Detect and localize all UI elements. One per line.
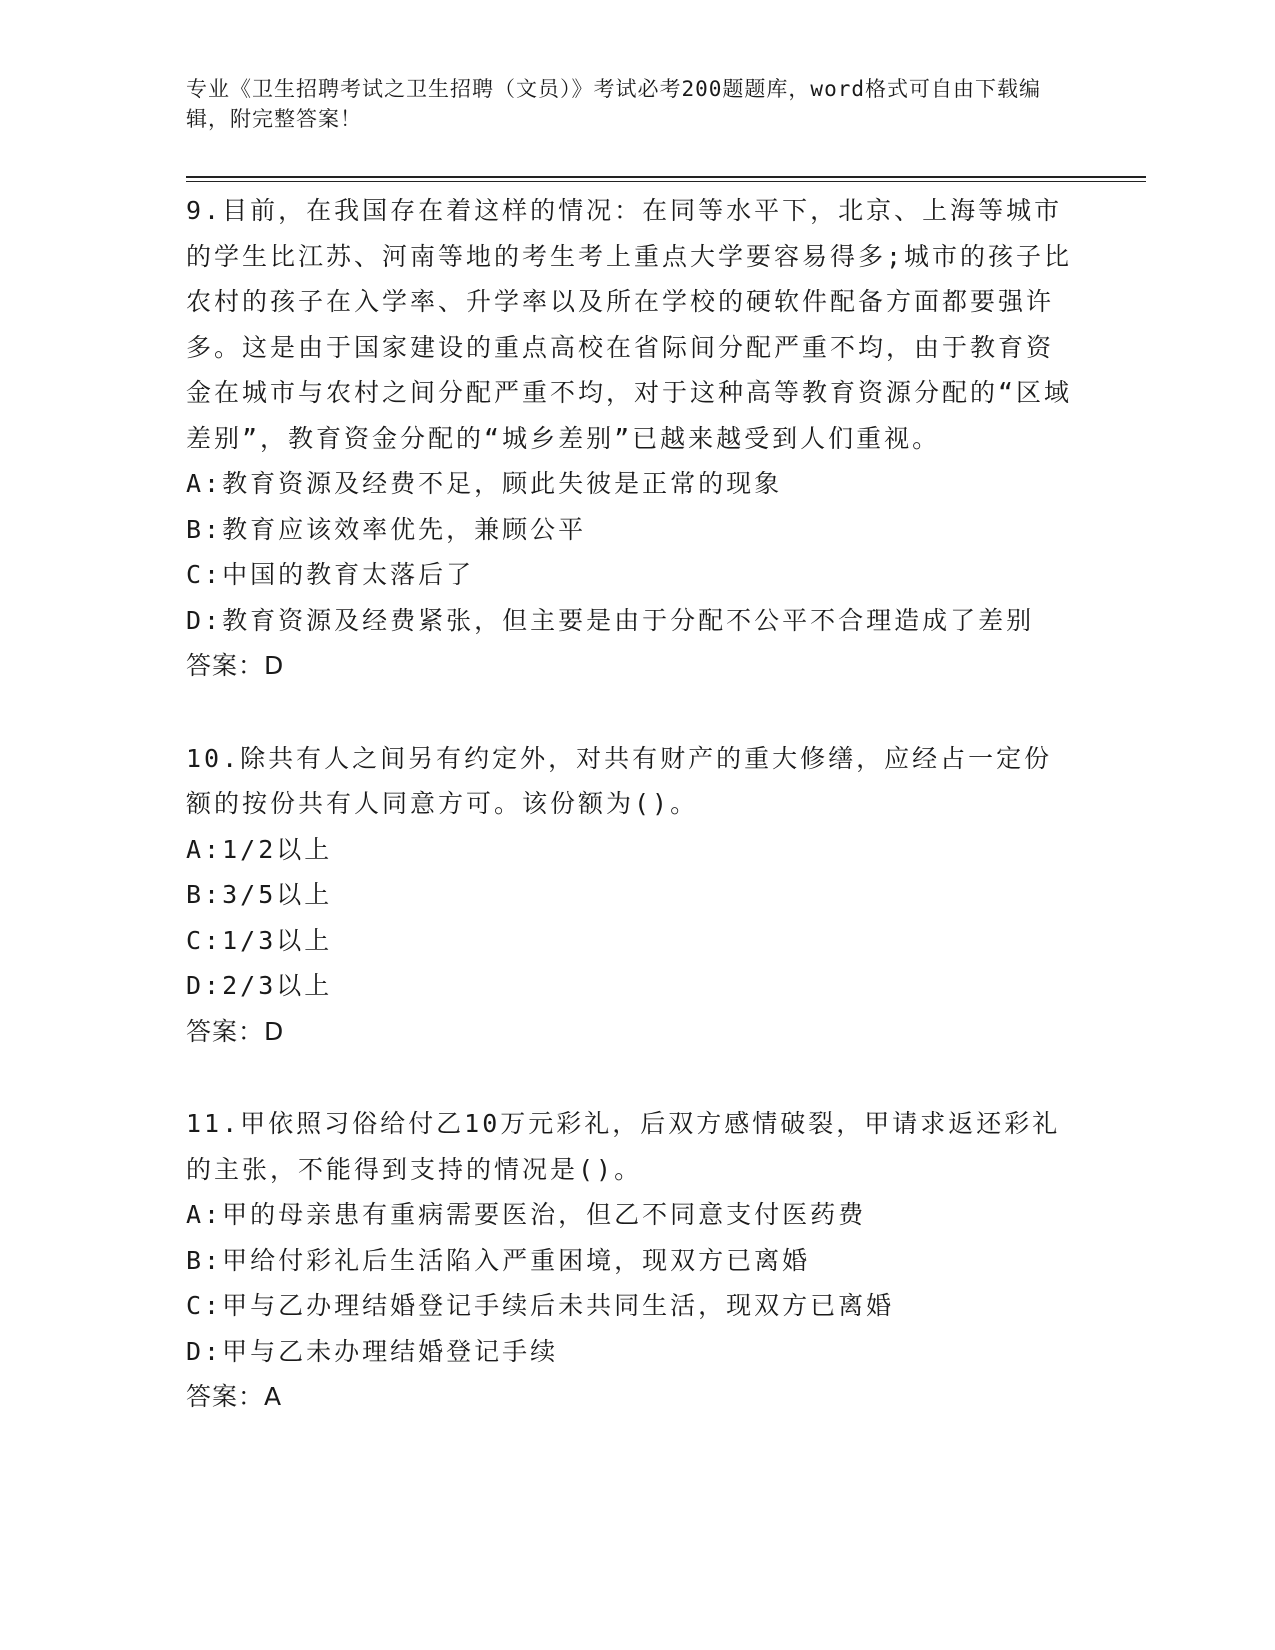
option-a: A:1/2以上 [186,834,333,864]
answer-label: 答案：D [186,651,285,680]
option-b: B:甲给付彩礼后生活陷入严重困境，现双方已离婚 [186,1245,811,1275]
option-c: C:1/3以上 [186,925,333,955]
question-11 [186,1099,1076,1420]
question-stem: 9.目前，在我国存在着这样的情况：在同等水平下，北京、上海等城市的学生比江苏、河南等地的考生考上重点大学要容易得多;城市的孩子比农村的孩子在入学率、升学率以及所在学校的硬软件配备方面都要强许多。这是由于国家建设的重点高校在省际间分配严重不均，由于教育资金在城市与农村之间分配严重不均，对于这种高等教育资源分配的“区域差别”，教育资金分配的“城乡差别”已越来越受到人们重视。 [186,196,1073,453]
option-d: D:甲与乙未办理结婚登记手续 [186,1336,559,1366]
question-9 [186,186,1076,689]
option-b: B:3/5以上 [186,880,333,909]
answer-label: 答案：A [186,1382,283,1411]
option-d: D:教育资源及经费紧张，但主要是由于分配不公平不合理造成了差别 [186,605,1035,635]
question-list [186,186,1076,1465]
question-stem: 11.甲依照习俗给付乙10万元彩礼，后双方感情破裂，甲请求返还彩礼的主张，不能得到支持的情况是()。 [186,1109,1061,1184]
answer-label: 答案：D [186,1016,285,1046]
question-stem: 10.除共有人之间另有约定外，对共有财产的重大修缮，应经占一定份额的按份共有人同意方可。该份额为()。 [186,743,1053,818]
option-c: C:中国的教育太落后了 [186,560,475,589]
document-header: 专业《卫生招聘考试之卫生招聘（文员）》考试必考200题题库，word格式可自由下载编辑，附完整答案！ [186,77,1041,131]
header-divider-thick [186,176,1146,178]
option-c: C:甲与乙办理结婚登记手续后未共同生活，现双方已离婚 [186,1291,895,1320]
option-a: A:教育资源及经费不足，顾此失彼是正常的现象 [186,469,783,498]
option-d: D:2/3以上 [186,971,333,1000]
question-10 [186,734,1076,1055]
header-divider-thin [186,181,1146,182]
option-a: A:甲的母亲患有重病需要医治，但乙不同意支付医药费 [186,1200,867,1229]
option-b: B:教育应该效率优先，兼顾公平 [186,514,587,544]
